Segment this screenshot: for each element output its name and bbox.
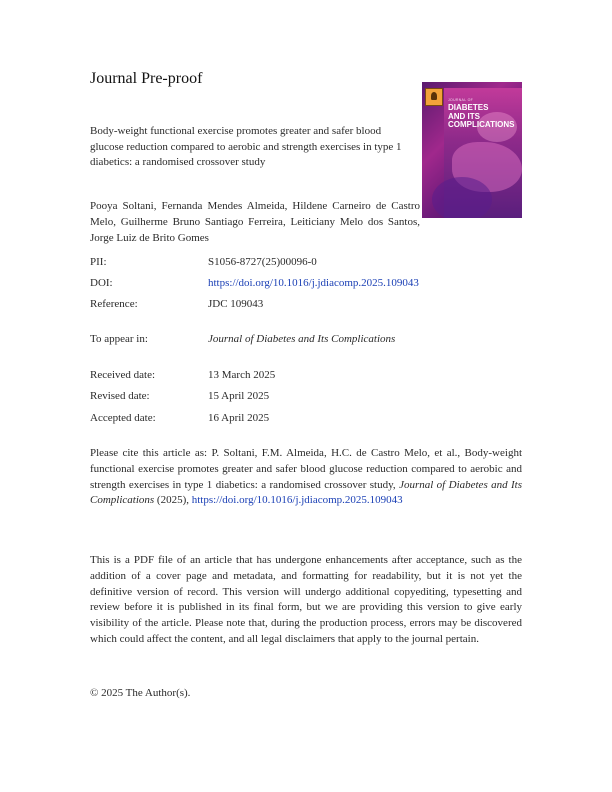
pii-value: S1056-8727(25)00096-0 xyxy=(208,256,317,268)
article-title: Body-weight functional exercise promotes greater and safer blood glucose reduction compared to aerobic and strength exercises in type 1 diabetics: a randomised crossover study xyxy=(90,125,402,169)
journal-cover-image xyxy=(422,82,522,218)
accepted-date-label: Accepted date: xyxy=(90,412,156,424)
accepted-date-value: 16 April 2025 xyxy=(208,412,270,424)
publisher-logo-icon xyxy=(425,88,443,106)
citation-text: Please cite this article as: P. Soltani, F.M. Almeida, H.C. de Castro Melo, et al., Body-weight functional exercise promotes greater and safer blood glucose reduction compared to aerobic and strength exercises in type 1 diabetics: a randomised crossover study, xyxy=(90,447,522,491)
citation-paragraph xyxy=(90,446,522,509)
doi-label: DOI: xyxy=(90,277,113,289)
copyright-notice: © 2025 The Author(s). xyxy=(90,687,191,699)
doi-link[interactable]: https://doi.org/10.1016/j.jdiacomp.2025.109043 xyxy=(208,277,419,289)
received-date-label: Received date: xyxy=(90,369,156,381)
citation-doi-link[interactable]: https://doi.org/10.1016/j.jdiacomp.2025.109043 xyxy=(191,494,403,507)
citation-year: (2025), xyxy=(156,494,189,507)
reference-value: JDC 109043 xyxy=(208,298,264,310)
reference-label: Reference: xyxy=(90,298,138,310)
cover-art-shape xyxy=(432,177,492,218)
appear-in-journal: Journal of Diabetes and Its Complications xyxy=(208,333,396,345)
revised-date-value: 15 April 2025 xyxy=(208,390,270,402)
pii-label: PII: xyxy=(90,256,107,268)
appear-in-label: To appear in: xyxy=(90,333,148,345)
journal-pre-proof-heading: Journal Pre-proof xyxy=(90,70,203,87)
citation-journal: Journal of Diabetes and Its Complications xyxy=(90,478,523,507)
cover-journal-label: JOURNAL OF xyxy=(448,98,474,102)
cover-journal-title: DIABETES AND ITS COMPLICATIONS xyxy=(448,103,515,129)
pre-proof-notice: This is a PDF file of an article that has undergone enhancements after acceptance, such as the addition of a cover page and metadata, and formatting for readability, but it is not yet the definitive version of record. This version will undergo additional copyediting, typesetting and review before it is published in its final form, but we are providing this version to give early visibility of the article. Please note that, during the production process, errors may be discovered which could affect the content, and all legal disclaimers that apply to the journal pertain. xyxy=(90,554,522,645)
received-date-value: 13 March 2025 xyxy=(208,369,276,381)
article-authors: Pooya Soltani, Fernanda Mendes Almeida, Hildene Carneiro de Castro Melo, Guilherme Bruno Santiago Ferreira, Leiticiany Melo dos Santos, Jorge Luiz de Brito Gomes xyxy=(90,200,420,244)
revised-date-label: Revised date: xyxy=(90,390,150,402)
